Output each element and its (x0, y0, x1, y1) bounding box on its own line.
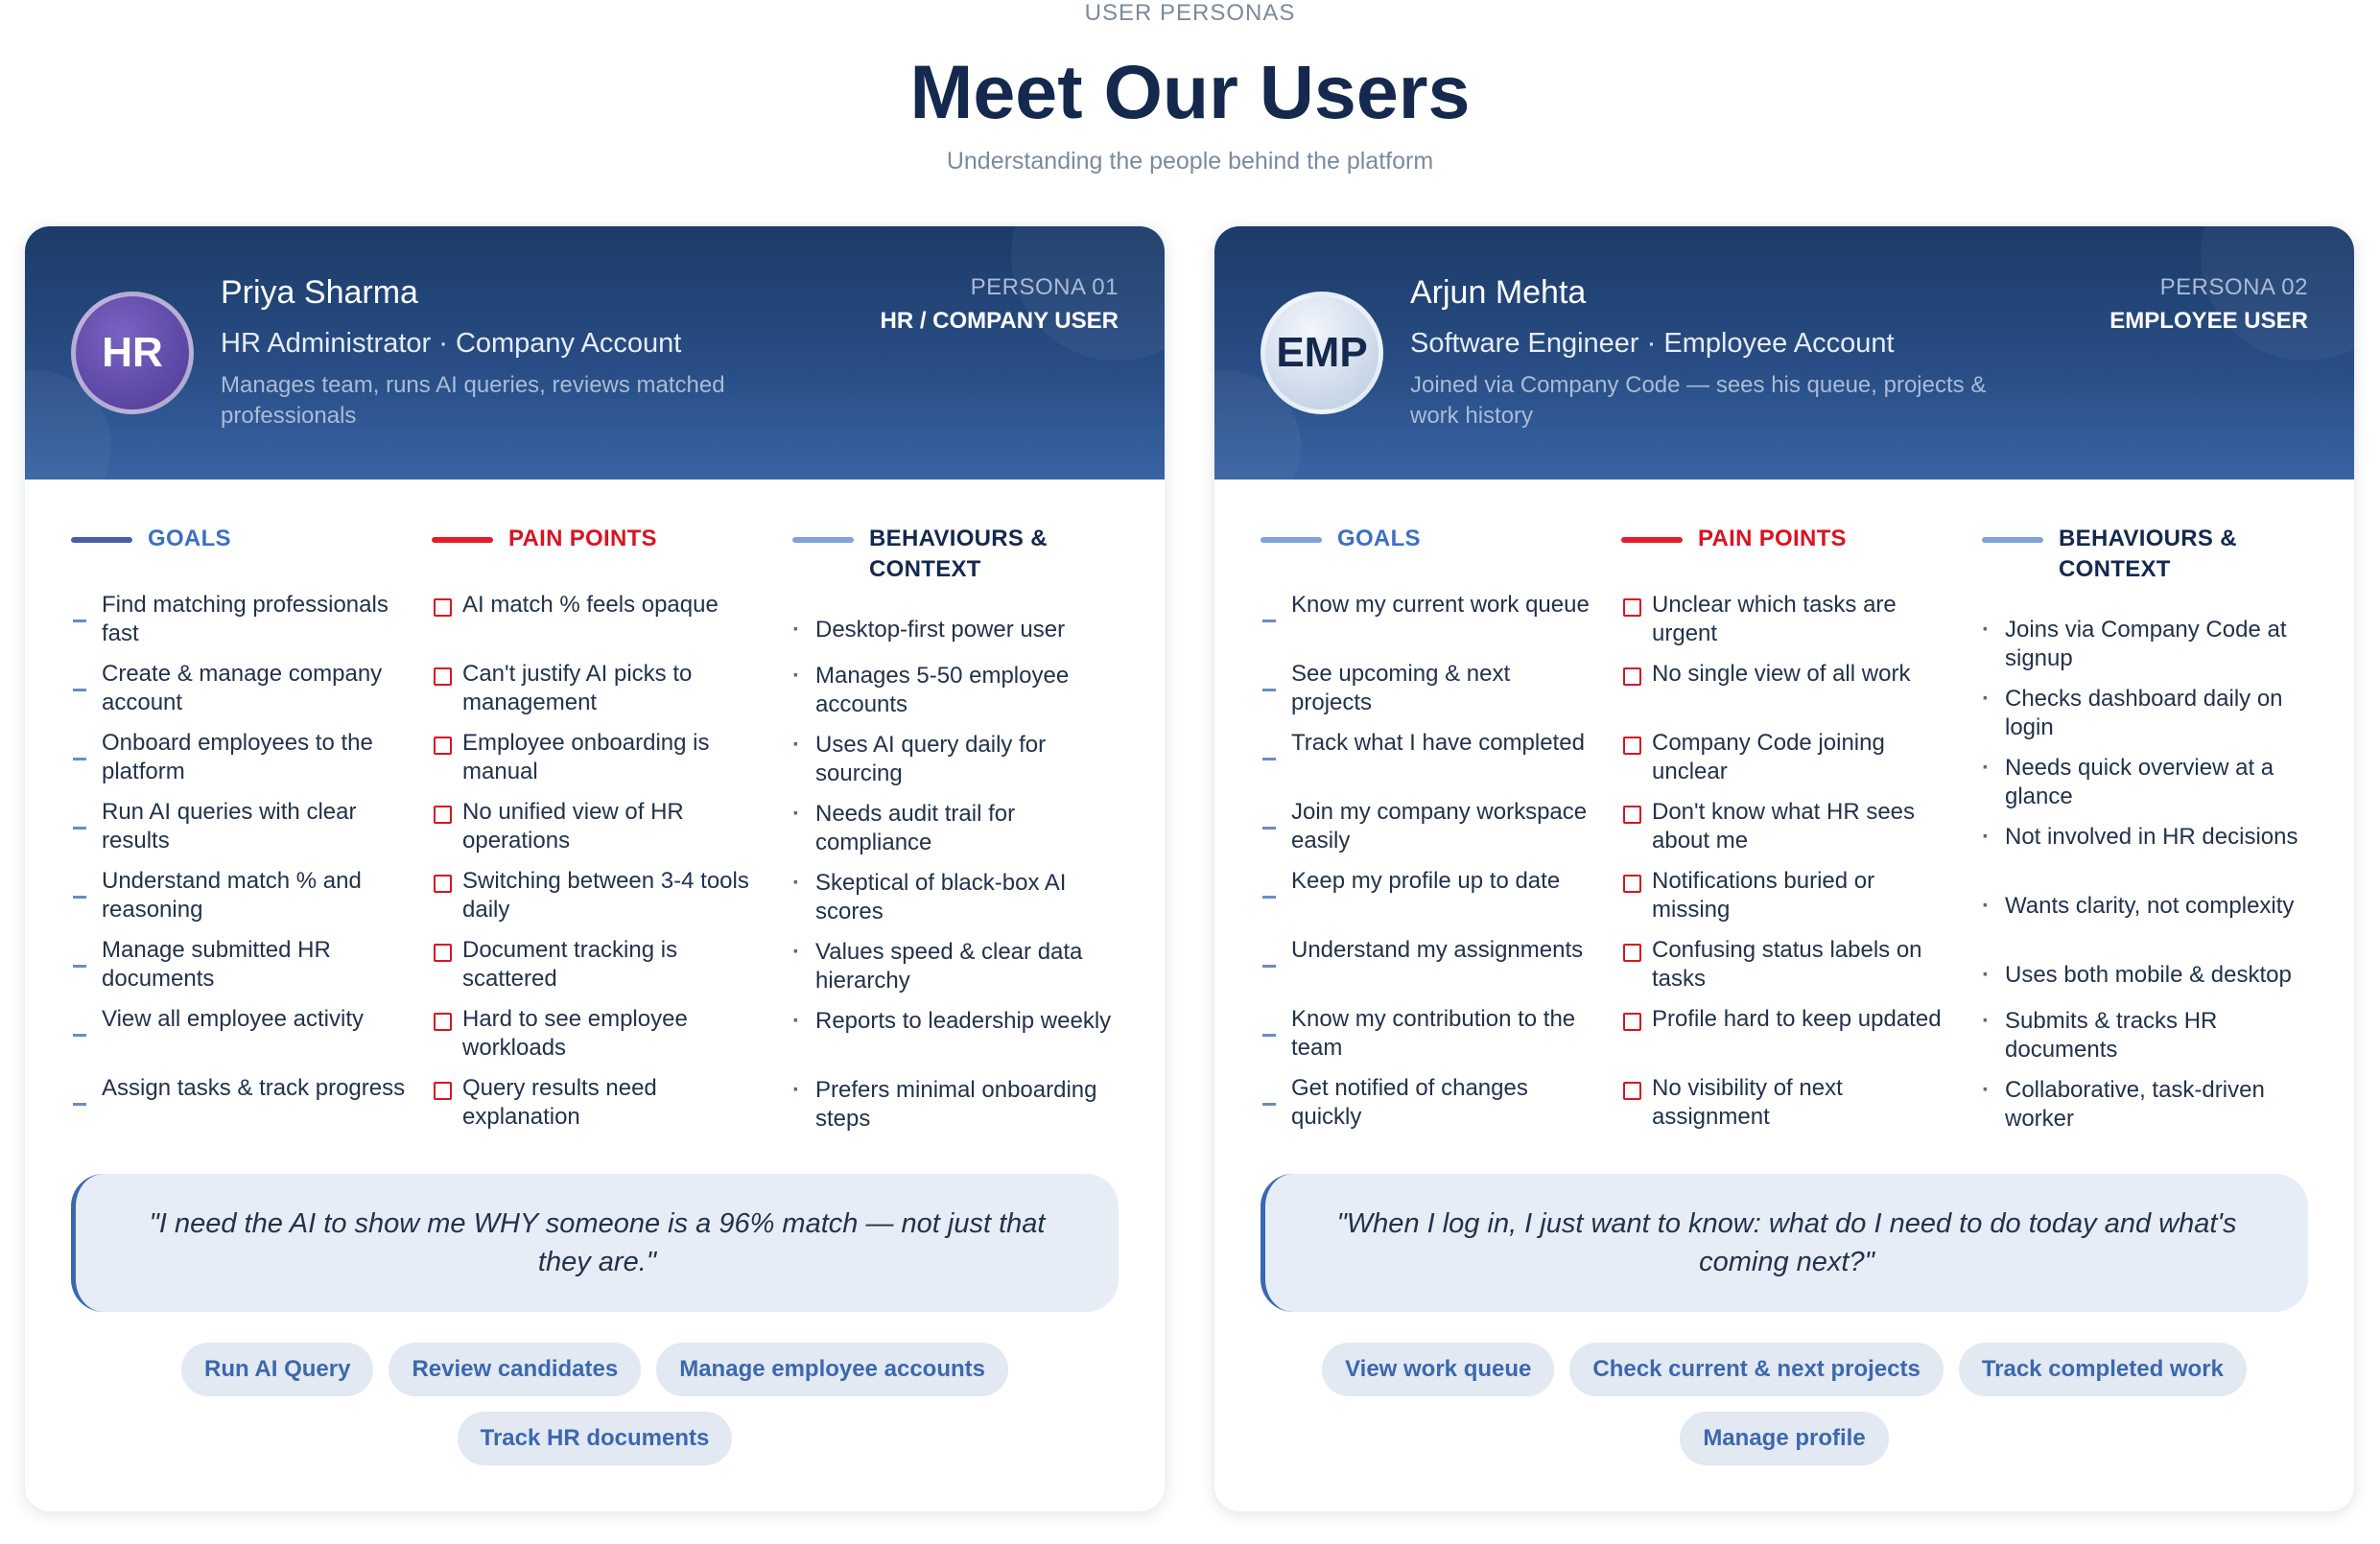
behaviour-item: · Values speed & clear data hierarchy (792, 938, 1128, 995)
goal-item: View all employee activity (71, 1005, 407, 1063)
pain-point-text: Unclear which tasks are urgent (1652, 592, 1897, 646)
pain-point-text: Confusing status labels on tasks (1652, 937, 1922, 992)
pain-points-column (1621, 524, 1957, 1143)
checkbox-icon (1623, 806, 1641, 824)
goal-item: Join my company workspace easily (1261, 798, 1596, 855)
pain-point-item (432, 798, 767, 855)
task-chip-review-candidates[interactable]: Review candidates (389, 1343, 641, 1396)
pain-point-text: No single view of all work (1652, 661, 1911, 687)
pain-point-text: Hard to see employee workloads (462, 1006, 688, 1061)
persona-card-priya (25, 226, 1165, 1511)
behaviour-item: · Joins via Company Code at signup (1982, 616, 2318, 673)
checkbox-icon (434, 1013, 452, 1031)
checkbox-icon (434, 737, 452, 755)
goals-column (71, 524, 407, 1143)
section-eyebrow: USER PERSONAS (1084, 0, 1296, 26)
goals-accent-bar (1261, 537, 1322, 543)
pain-point-text: Query results need explanation (462, 1075, 657, 1130)
checkbox-icon (1623, 875, 1641, 893)
goals-title: GOALS (1337, 526, 1421, 551)
persona-header (1214, 226, 2354, 480)
persona-description: Manages team, runs AI queries, reviews matched professionals (221, 372, 725, 429)
pain-accent-bar (1621, 537, 1683, 543)
goal-item: Get notified of changes quickly (1261, 1074, 1596, 1132)
pain-points-title: PAIN POINTS (508, 526, 657, 551)
pain-accent-bar (432, 537, 493, 543)
pain-point-text: Company Code joining unclear (1652, 730, 1885, 784)
pain-point-text: Employee onboarding is manual (462, 730, 710, 784)
checkbox-icon (1623, 944, 1641, 962)
persona-name: Priya Sharma (221, 274, 418, 311)
persona-number: PERSONA 01 (970, 274, 1119, 300)
goal-item: Know my current work queue (1261, 591, 1596, 648)
checkbox-icon (434, 806, 452, 824)
avatar: EMP (1261, 292, 1383, 414)
goals-title: GOALS (148, 526, 231, 551)
goal-item: Assign tasks & track progress (71, 1074, 407, 1132)
persona-quote: "When I log in, I just want to know: what do I need to do today and what's coming next?" (1261, 1174, 2308, 1312)
checkbox-icon (1623, 1082, 1641, 1100)
persona-role: Software Engineer · Employee Account (1410, 328, 1895, 359)
page-title: Meet Our Users (909, 49, 1471, 134)
key-tasks (1261, 1343, 2308, 1465)
behaviour-item: · Not involved in HR decisions (1982, 823, 2318, 880)
pain-point-item (1621, 867, 1957, 924)
behaviour-item: · Wants clarity, not complexity (1982, 892, 2318, 949)
persona-quote: "I need the AI to show me WHY someone is a 96% match — not just that they are." (71, 1174, 1119, 1312)
goal-item: Understand my assignments (1261, 936, 1596, 994)
task-chip-manage-employee-accounts[interactable]: Manage employee accounts (656, 1343, 1008, 1396)
behaviour-item: · Prefers minimal onboarding steps (792, 1076, 1128, 1134)
goal-item: Understand match % and reasoning (71, 867, 407, 924)
pain-point-item (1621, 729, 1957, 786)
behaviours-title: BEHAVIOURS & CONTEXT (2059, 526, 2237, 582)
behaviour-item: · Manages 5-50 employee accounts (792, 662, 1128, 719)
pain-point-item (1621, 1005, 1957, 1063)
persona-name: Arjun Mehta (1410, 274, 1587, 311)
checkbox-icon (434, 598, 452, 617)
goal-item: Manage submitted HR documents (71, 936, 407, 994)
behaviour-item: · Skeptical of black-box AI scores (792, 869, 1128, 926)
pain-points-title: PAIN POINTS (1698, 526, 1847, 551)
pain-point-text: Can't justify AI picks to management (462, 661, 693, 715)
key-tasks (71, 1343, 1119, 1465)
persona-number: PERSONA 02 (2159, 274, 2308, 300)
pain-point-item (1621, 1074, 1957, 1132)
pain-point-text: Profile hard to keep updated (1652, 1006, 1942, 1032)
goal-item: Run AI queries with clear results (71, 798, 407, 855)
checkbox-icon (1623, 1013, 1641, 1031)
goal-item: Create & manage company account (71, 660, 407, 717)
persona-type: HR / COMPANY USER (880, 308, 1119, 334)
persona-description: Joined via Company Code — sees his queue, projects & work history (1410, 372, 1987, 429)
goal-item: See upcoming & next projects (1261, 660, 1596, 717)
pain-point-item (432, 591, 767, 648)
behaviours-accent-bar (792, 537, 854, 543)
goal-item: Find matching professionals fast (71, 591, 407, 648)
pain-point-text: AI match % feels opaque (462, 592, 719, 618)
persona-header (25, 226, 1165, 480)
pain-point-item (432, 729, 767, 786)
behaviour-item: · Collaborative, task-driven worker (1982, 1076, 2318, 1134)
goals-column (1261, 524, 1596, 1143)
checkbox-icon (434, 944, 452, 962)
task-chip-track-completed-work[interactable]: Track completed work (1959, 1343, 2247, 1396)
pain-point-text: Don't know what HR sees about me (1652, 799, 1916, 854)
checkbox-icon (1623, 667, 1641, 686)
persona-role: HR Administrator · Company Account (221, 328, 682, 359)
persona-card-arjun (1214, 226, 2354, 1511)
behaviours-column (1982, 524, 2318, 1145)
behaviour-item: · Uses AI query daily for sourcing (792, 731, 1128, 788)
behaviours-title: BEHAVIOURS & CONTEXT (869, 526, 1048, 582)
pain-point-text: Switching between 3-4 tools daily (462, 868, 749, 923)
task-chip-manage-profile[interactable]: Manage profile (1680, 1412, 1888, 1465)
persona-type: EMPLOYEE USER (2109, 308, 2308, 334)
pain-point-text: No unified view of HR operations (462, 799, 684, 854)
goal-item: Track what I have completed (1261, 729, 1596, 786)
behaviours-column (792, 524, 1128, 1145)
task-chip-check-projects[interactable]: Check current & next projects (1569, 1343, 1943, 1396)
behaviour-item: · Needs audit trail for compliance (792, 800, 1128, 857)
goals-accent-bar (71, 537, 132, 543)
behaviour-item: · Reports to leadership weekly (792, 1007, 1128, 1064)
pain-point-text: No visibility of next assignment (1652, 1075, 1843, 1130)
goal-item: Keep my profile up to date (1261, 867, 1596, 924)
avatar: HR (71, 292, 194, 414)
checkbox-icon (1623, 598, 1641, 617)
pain-point-item (1621, 660, 1957, 717)
goal-item: Onboard employees to the platform (71, 729, 407, 786)
pain-point-item (432, 936, 767, 994)
checkbox-icon (434, 875, 452, 893)
pain-point-text: Notifications buried or missing (1652, 868, 1875, 923)
task-chip-track-hr-documents[interactable]: Track HR documents (458, 1412, 733, 1465)
pain-point-item (1621, 936, 1957, 994)
task-chip-run-ai-query[interactable]: Run AI Query (181, 1343, 373, 1396)
behaviours-accent-bar (1982, 537, 2043, 543)
goal-item: Know my contribution to the team (1261, 1005, 1596, 1063)
pain-point-item (1621, 798, 1957, 855)
pain-point-item (1621, 591, 1957, 648)
behaviour-item: · Uses both mobile & desktop (1982, 961, 2318, 995)
checkbox-icon (434, 1082, 452, 1100)
pain-point-item (432, 867, 767, 924)
behaviour-item: · Submits & tracks HR documents (1982, 1007, 2318, 1064)
pain-point-item (432, 1005, 767, 1063)
behaviour-item: · Needs quick overview at a glance (1982, 754, 2318, 811)
checkbox-icon (434, 667, 452, 686)
checkbox-icon (1623, 737, 1641, 755)
page-subtitle: Understanding the people behind the platform (946, 148, 1434, 175)
pain-point-item (432, 660, 767, 717)
pain-points-column (432, 524, 767, 1143)
task-chip-view-work-queue[interactable]: View work queue (1322, 1343, 1554, 1396)
pain-point-item (432, 1074, 767, 1132)
pain-point-text: Document tracking is scattered (462, 937, 678, 992)
behaviour-item: · Desktop-first power user (792, 616, 1128, 650)
behaviour-item: · Checks dashboard daily on login (1982, 685, 2318, 742)
